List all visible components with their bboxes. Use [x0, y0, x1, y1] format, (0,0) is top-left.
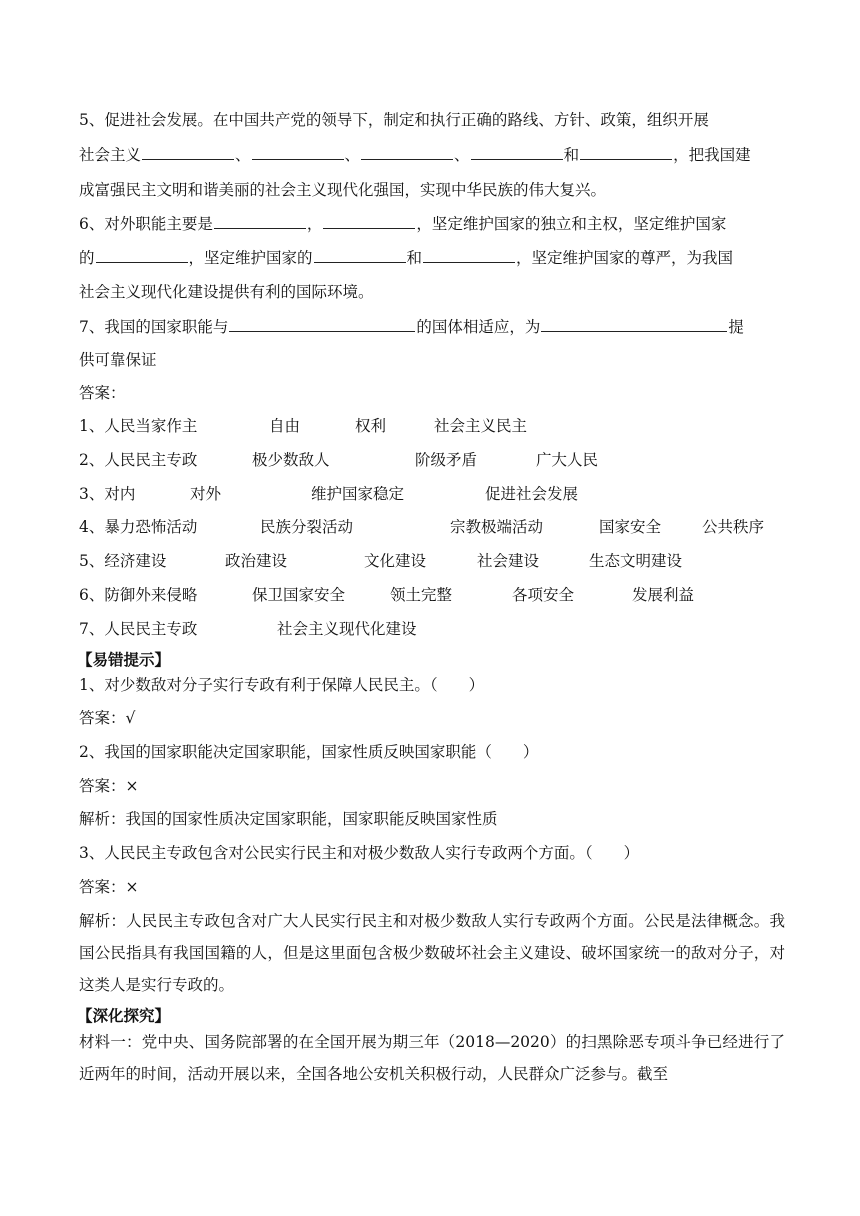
- blank: [361, 143, 453, 160]
- answer-cell: 各项安全: [512, 586, 575, 604]
- explore-heading: 【深化探究】: [77, 1007, 171, 1025]
- answer-cell: 5、经济建设: [79, 552, 167, 570]
- answer-row-4: [79, 515, 789, 539]
- answer-cell: 促进社会发展: [485, 485, 579, 503]
- error-q1: 1、对少数敌对分子实行专政有利于保障人民民主。（ ）: [79, 676, 485, 694]
- answer-cell: 公共秩序: [702, 518, 765, 536]
- answer-cell: 社会建设: [477, 552, 540, 570]
- answer-row-1: [79, 414, 779, 438]
- blank: [323, 212, 415, 229]
- q5-line2: 社会主义 、 、 、 和 ，把我国建: [79, 143, 789, 167]
- error-q3: 3、人民民主专政包含对公民实行民主和对极少数敌人实行专政两个方面。（ ）: [79, 844, 640, 862]
- answer-cell: 国家安全: [599, 518, 662, 536]
- q5-line1: 5、促进社会发展。在中国共产党的领导下，制定和执行正确的路线、方针、政策，组织开展: [79, 111, 709, 129]
- answer-row-5: [79, 549, 789, 573]
- answer-cell: 权利: [355, 417, 387, 435]
- answer-cell: 民族分裂活动: [260, 518, 354, 536]
- answer-row-2: [79, 448, 779, 472]
- answer-cell: 文化建设: [364, 552, 427, 570]
- answer-row-7: [79, 617, 789, 641]
- answer-cell: 政治建设: [225, 552, 288, 570]
- answer-cell: 极少数敌人: [252, 451, 330, 469]
- error-q2: 2、我国的国家职能决定国家职能，国家性质反映国家职能（ ）: [79, 743, 539, 761]
- blank: [471, 143, 563, 160]
- answer-cell: 3、对内: [79, 485, 136, 503]
- answer-row-3: [79, 482, 779, 506]
- error-a1: 答案：√: [79, 709, 136, 727]
- answer-row-6: [79, 583, 789, 607]
- answer-cell: 4、暴力恐怖活动: [79, 518, 198, 536]
- answer-cell: 领土完整: [390, 586, 453, 604]
- answer-cell: 生态文明建设: [589, 552, 683, 570]
- answer-cell: 6、防御外来侵略: [79, 586, 198, 604]
- answer-cell: 7、人民民主专政: [79, 620, 198, 638]
- q7-line1: 7、我国的国家职能与 的国体相适应，为 提: [79, 315, 789, 339]
- answer-cell: 保卫国家安全: [252, 586, 346, 604]
- answer-cell: 广大人民: [536, 451, 599, 469]
- blank: [96, 246, 188, 263]
- blank: [214, 212, 306, 229]
- q7-line2: 供可靠保证: [79, 351, 157, 369]
- answer-cell: 自由: [269, 417, 301, 435]
- answer-cell: 对外: [190, 485, 222, 503]
- error-a2: 答案：×: [79, 777, 139, 795]
- answer-cell: 社会主义民主: [434, 417, 528, 435]
- blank: [580, 143, 672, 160]
- q5-line3: 成富强民主文明和谐美丽的社会主义现代化强国，实现中华民族的伟大复兴。: [79, 181, 607, 199]
- answer-cell: 阶级矛盾: [415, 451, 478, 469]
- blank: [423, 246, 515, 263]
- answer-cell: 宗教极端活动: [450, 518, 544, 536]
- error-e2: 解析：我国的国家性质决定国家职能，国家职能反映国家性质: [79, 810, 498, 828]
- explore-material1: 材料一：党中央、国务院部署的在全国开展为期三年（2018—2020）的扫黑除恶专项斗争已经进行了近两年的时间，活动开展以来，全国各地公安机关积极行动，人民群众广泛参与。截至: [79, 1033, 785, 1083]
- blank: [252, 143, 344, 160]
- errors-heading: 【易错提示】: [77, 651, 171, 669]
- blank: [314, 246, 406, 263]
- error-e3: 解析：人民民主专政包含对广大人民实行民主和对极少数敌人实行专政两个方面。公民是法律概念。我国公民指具有我国国籍的人，但是这里面包含极少数破坏社会主义建设、破坏国家统一的敌对分子，对这类人是实行专政的。: [79, 912, 785, 994]
- answer-cell: 1、人民当家作主: [79, 417, 198, 435]
- answer-cell: 发展利益: [632, 586, 695, 604]
- answer-cell: 2、人民民主专政: [79, 451, 198, 469]
- q6-line2: 的 ，坚定维护国家的 和 ，坚定维护国家的尊严，为我国: [79, 246, 789, 270]
- blank: [229, 315, 415, 332]
- answer-cell: 维护国家稳定: [311, 485, 405, 503]
- q6-line1: 6、对外职能主要是 ， ，坚定维护国家的独立和主权，坚定维护国家: [79, 212, 789, 236]
- answer-cell: 社会主义现代化建设: [277, 620, 417, 638]
- blank: [142, 143, 234, 160]
- q6-line3: 社会主义现代化建设提供有利的国际环境。: [79, 283, 374, 301]
- blank: [541, 315, 727, 332]
- error-a3: 答案：×: [79, 878, 139, 896]
- answers-label: 答案：: [79, 384, 126, 402]
